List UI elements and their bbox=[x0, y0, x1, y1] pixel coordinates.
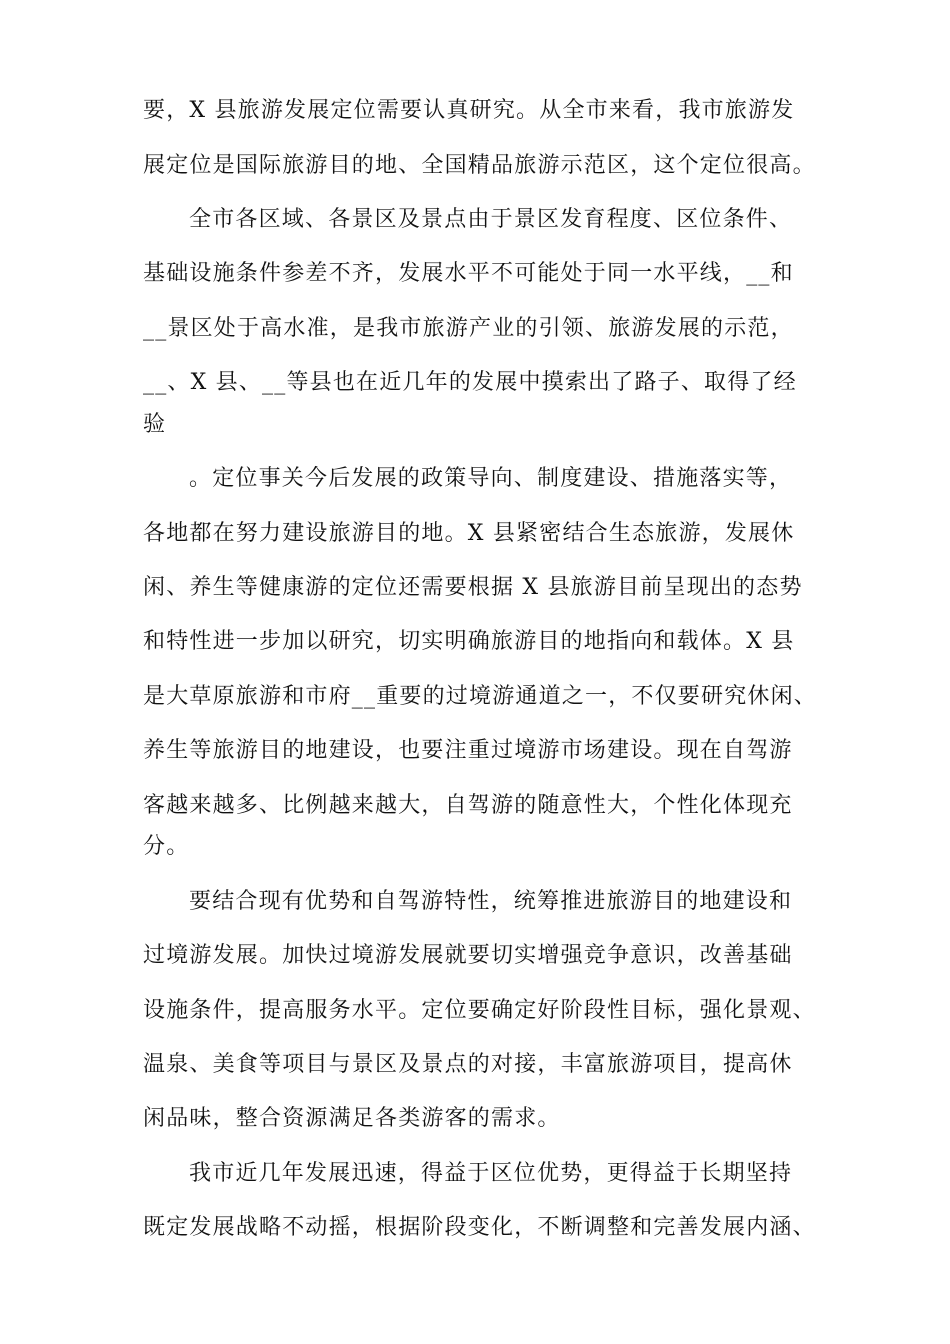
text-line-21: 我市近几年发展迅速，得益于区位优势，更得益于长期坚持 bbox=[189, 1161, 793, 1186]
text-line-20: 闲品味，整合资源满足各类游客的需求。 bbox=[143, 1106, 561, 1131]
text-line-10: 闲、养生等健康游的定位还需要根据 X 县旅游目前呈现出的态势 bbox=[143, 575, 803, 600]
text-line-16: 要结合现有优势和自驾游特性，统筹推进旅游目的地建设和 bbox=[189, 889, 793, 914]
text-line-4: 基础设施条件参差不齐，发展水平不可能处于同一水平线，__和 bbox=[143, 261, 794, 286]
text-line-5: __景区处于高水准，是我市旅游产业的引领、旅游发展的示范， bbox=[143, 316, 794, 341]
text-line-9: 各地都在努力建设旅游目的地。X 县紧密结合生态旅游，发展休 bbox=[143, 521, 795, 546]
text-line-18: 设施条件，提高服务水平。定位要确定好阶段性目标，强化景观、 bbox=[143, 998, 816, 1023]
text-line-7: 验 bbox=[143, 412, 167, 437]
text-line-14: 客越来越多、比例越来越大，自驾游的随意性大，个性化体现充 bbox=[143, 793, 793, 818]
text-line-1: 要，X 县旅游发展定位需要认真研究。从全市来看，我市旅游发 bbox=[143, 98, 795, 123]
text-line-8: 。定位事关今后发展的政策导向、制度建设、措施落实等， bbox=[189, 466, 793, 491]
text-line-6: __、X 县、__等县也在近几年的发展中摸索出了路子、取得了经 bbox=[143, 370, 797, 395]
text-line-17: 过境游发展。加快过境游发展就要切实增强竞争意识，改善基础 bbox=[143, 943, 793, 968]
text-line-13: 养生等旅游目的地建设，也要注重过境游市场建设。现在自驾游 bbox=[143, 738, 793, 763]
text-line-12: 是大草原旅游和市府__重要的过境游通道之一，不仅要研究休闲、 bbox=[143, 684, 818, 709]
text-line-15: 分。 bbox=[143, 834, 190, 859]
text-line-2: 展定位是国际旅游目的地、全国精品旅游示范区，这个定位很高。 bbox=[143, 153, 816, 178]
text-line-3: 全市各区域、各景区及景点由于景区发育程度、区位条件、 bbox=[189, 207, 793, 232]
text-line-11: 和特性进一步加以研究，切实明确旅游目的地指向和载体。X 县 bbox=[143, 629, 795, 654]
text-line-22: 既定发展战略不动摇，根据阶段变化，不断调整和完善发展内涵、 bbox=[143, 1215, 816, 1240]
text-line-19: 温泉、美食等项目与景区及景点的对接，丰富旅游项目，提高休 bbox=[143, 1052, 793, 1077]
